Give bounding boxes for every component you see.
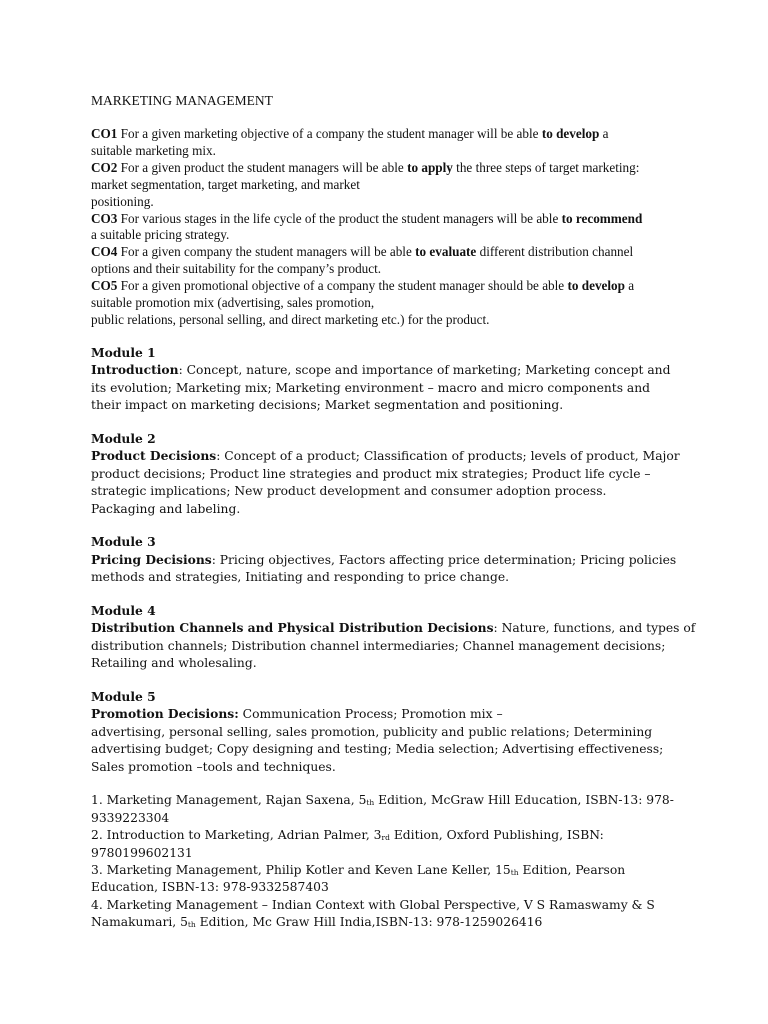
- reference-item-2: 2. Introduction to Marketing, Adrian Palmer, $3_{rd}$ Edition, Oxford Publishing, ISBN: 9780199602131: [91, 828, 604, 860]
- module-heading: Module 5: [91, 688, 156, 704]
- module-topic: Product Decisions: [91, 448, 217, 464]
- co-action-verb: to apply: [407, 159, 453, 175]
- co-code: CO2: [91, 159, 118, 175]
- module-topic: Pricing Decisions: [91, 551, 212, 567]
- co-action-verb: to develop: [541, 126, 600, 141]
- course-outcome-co4: CO4 For a given company the student managers will be able to evaluate different distribution channel options and their suitability for the company’s product.: [91, 244, 634, 277]
- reference-item-4: 4. Marketing Management – Indian Context with Global Perspective, V S Ramaswamy & S Namakumari, $5_{th}$ Edition, Mc Graw Hill India,ISBN-13: 978-1259026416: [91, 897, 655, 930]
- module-heading: Module 3: [91, 534, 156, 550]
- course-outcome-co1: CO1 For a given marketing objective of a company the student manager will be able to develop a suitable marketing mix.: [91, 126, 609, 158]
- course-outcomes: [91, 126, 681, 329]
- module-heading: Module 2: [91, 430, 156, 446]
- module-topic: Introduction: [91, 362, 179, 378]
- co-action-verb: to recommend: [561, 210, 643, 226]
- reference-item-1: 1. Marketing Management, Rajan Saxena, $5_{th}$ Edition, McGraw Hill Education, ISBN-13: 978- 9339223304: [91, 793, 674, 825]
- reference-item-3: 3. Marketing Management, Philip Kotler and Keven Lane Keller, $15_{th}$ Edition, Pearson Education, ISBN-13: 978-9332587403: [91, 863, 626, 895]
- co-code: CO4: [91, 244, 118, 260]
- module-topic: Distribution Channels and Physical Distribution Decisions: [91, 620, 494, 636]
- co-action-verb: to develop: [567, 278, 625, 294]
- module-5: Module 5 Promotion Decisions: Communication Process; Promotion mix – advertising, personal selling, sales promotion, publicity and public relations; Determining advertising budget; Copy designing and testing; Media selection; Advertising effectiveness; Sales promotion –tools and techniques.: [91, 688, 681, 777]
- syllabus-document: [91, 92, 696, 932]
- co-code: CO3: [91, 210, 118, 226]
- module-heading: Module 1: [91, 344, 156, 360]
- module-2: Module 2 Product Decisions: Concept of a product; Classification of products; levels of product, Major product decisions; Product line strategies and product mix strategies; Product life cycle – strategic implications; New product development and consumer adoption process. Packaging and labeling.: [91, 430, 680, 516]
- reference-list: [91, 792, 681, 931]
- course-outcome-co2: CO2 For a given product the student managers will be able to apply the three steps of target marketing: market segmentation, target marketing, and market positioning.: [91, 159, 640, 209]
- document-title: MARKETING MANAGEMENT: [91, 93, 273, 108]
- co-code: CO1: [91, 126, 118, 141]
- co-action-verb: to evaluate: [415, 244, 477, 260]
- co-code: CO5: [91, 278, 118, 294]
- module-4: Module 4 Distribution Channels and Physical Distribution Decisions: Nature, functions, and types of distribution channels; Distribution channel intermediaries; Channel management decisions; Retailing and wholesaling.: [91, 602, 696, 671]
- module-1: Module 1 Introduction: Concept, nature, scope and importance of marketing; Marketing concept and its evolution; Marketing mix; Marketing environment – macro and micro components and their impact on marketing decisions; Market segmentation and positioning.: [91, 344, 681, 415]
- module-heading: Module 4: [91, 602, 156, 618]
- module-topic: Promotion Decisions:: [91, 706, 239, 722]
- module-3: Module 3 Pricing Decisions: Pricing objectives, Factors affecting price determination; Pricing policies methods and strategies, Initiating and responding to price change.: [91, 533, 681, 587]
- course-outcome-co5: CO5 For a given promotional objective of a company the student manager should be able to develop a suitable promotion mix (advertising, sales promotion, public relations, personal selling, and direct marketing etc.) for the product.: [91, 278, 635, 327]
- course-outcome-co3: CO3 For various stages in the life cycle of the product the student managers will be able to recommend a suitable pricing strategy.: [91, 210, 643, 243]
